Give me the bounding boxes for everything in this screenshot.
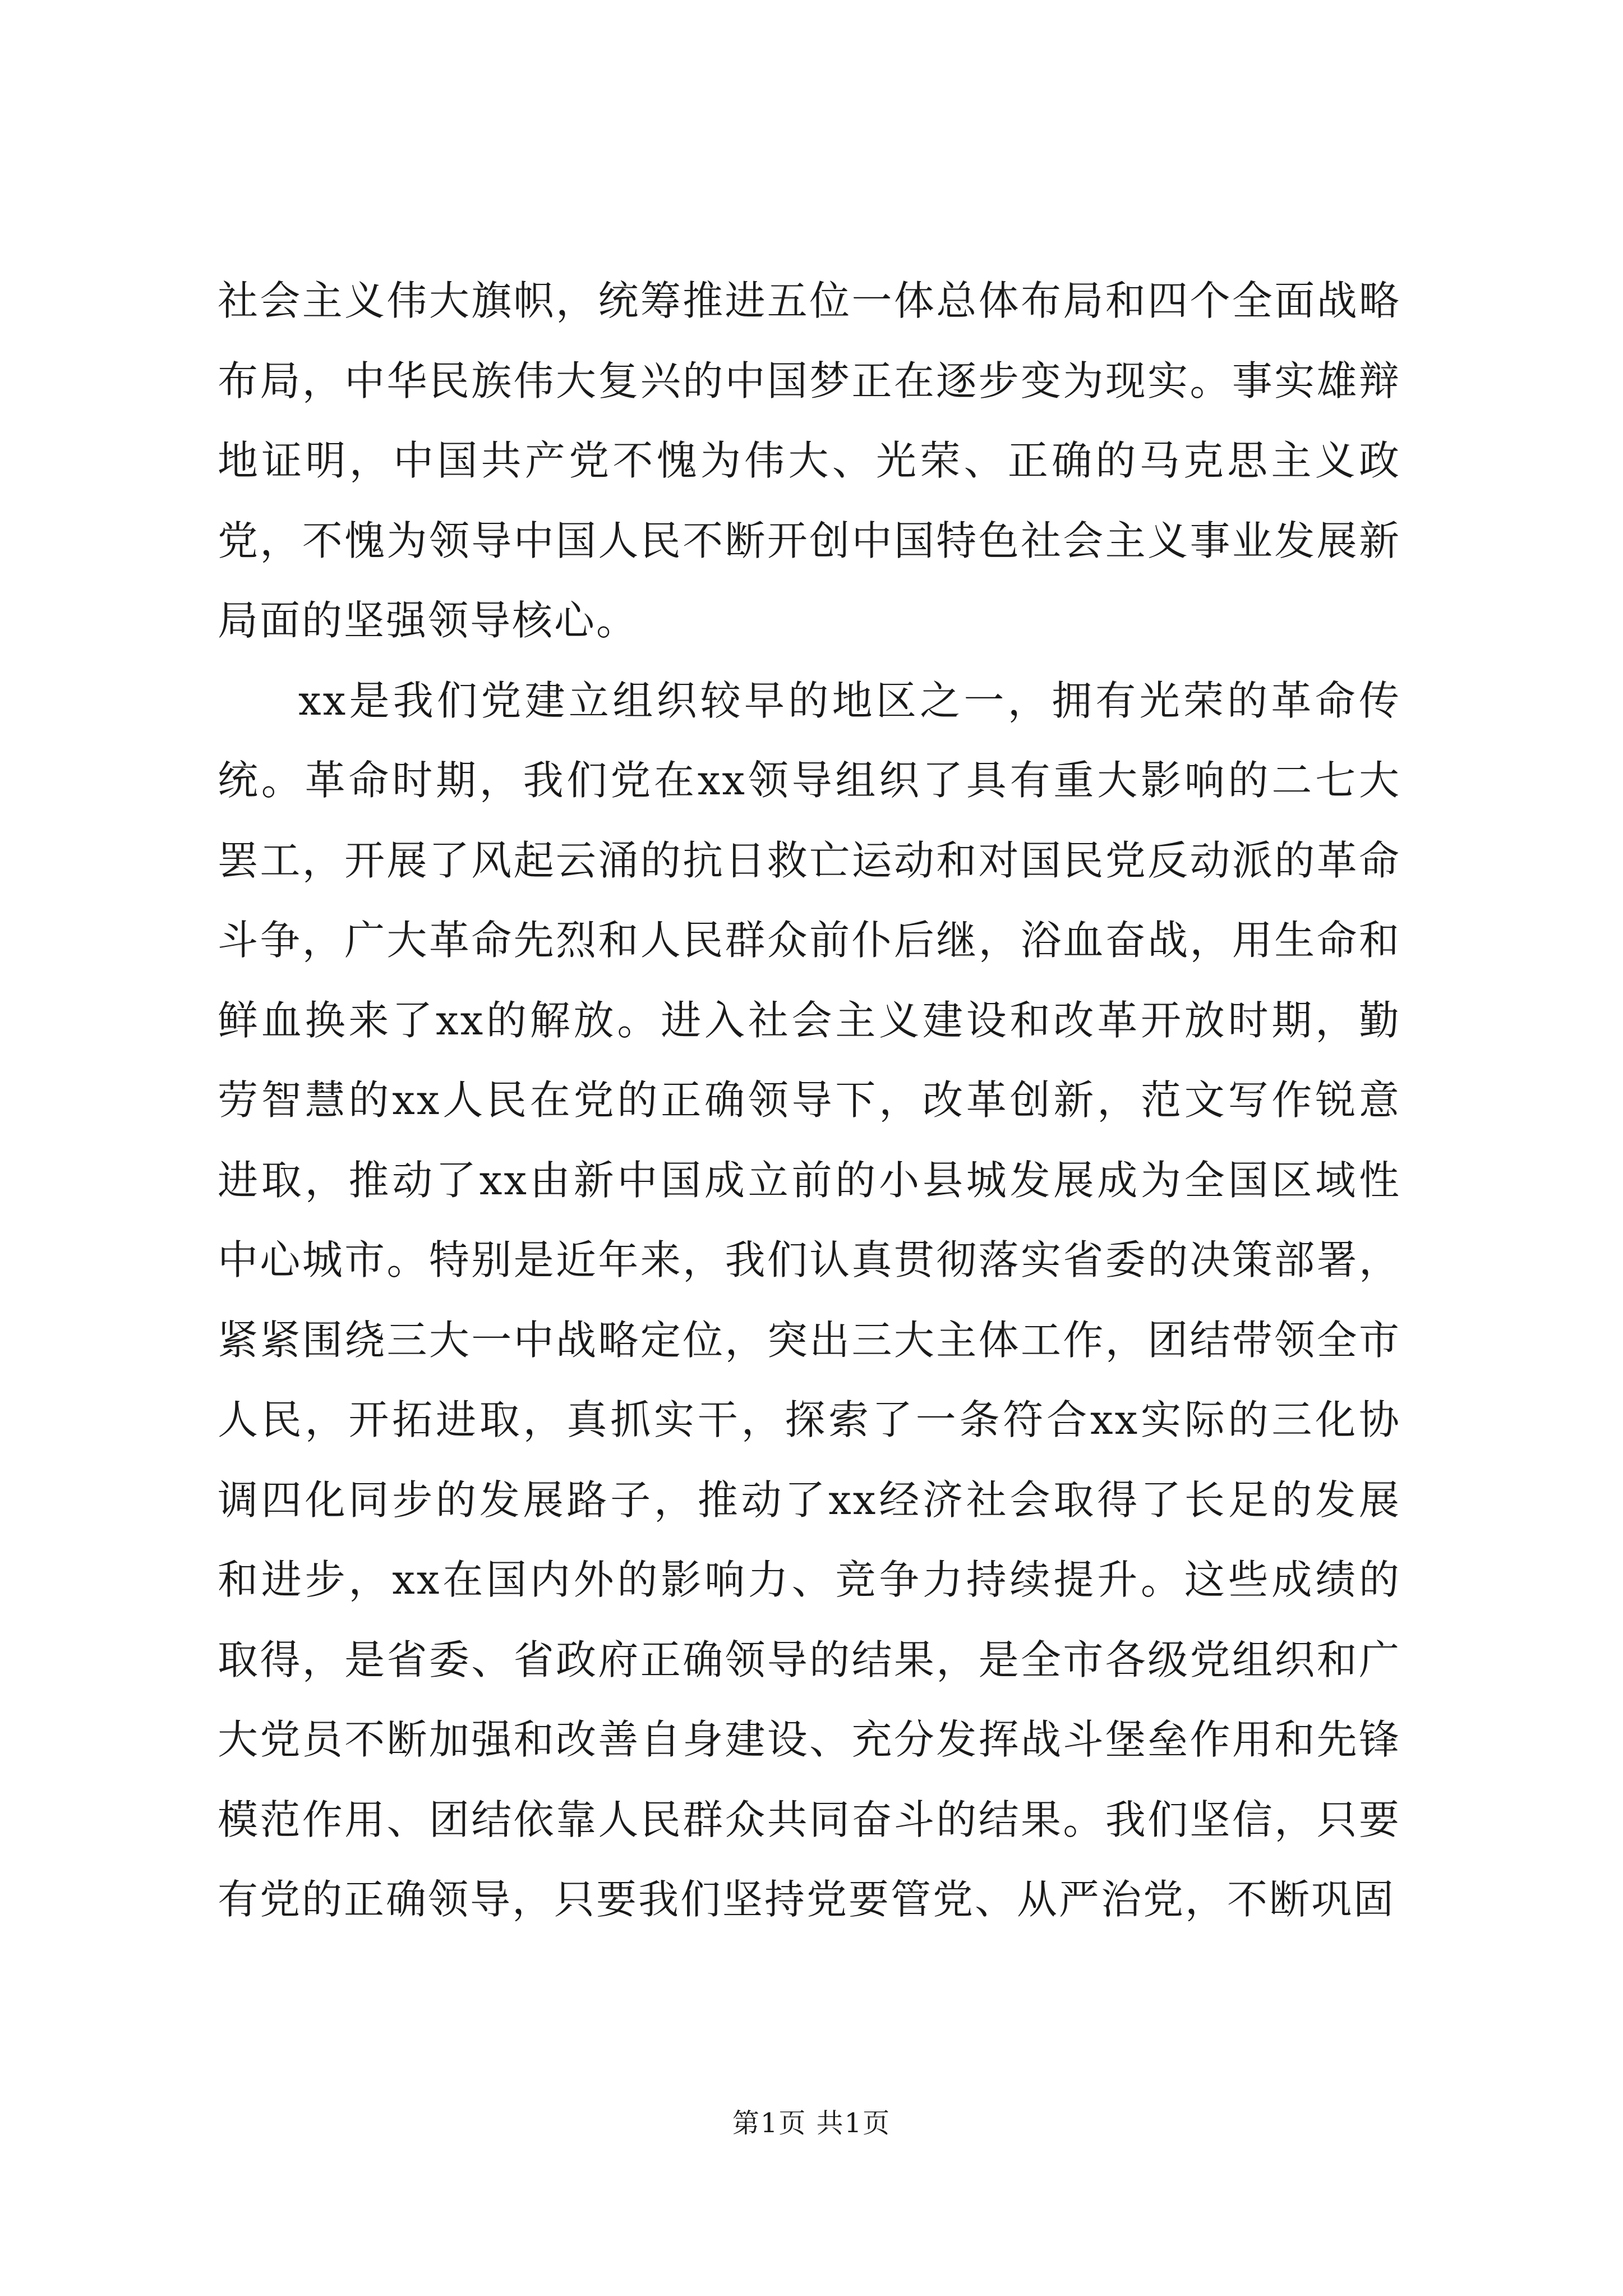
document-body <box>218 261 1401 1940</box>
paragraph-2: xx是我们党建立组织较早的地区之一，拥有光荣的革命传统。革命时期，我们党在xx领导组织了具有重大影响的二七大罢工，开展了风起云涌的抗日救亡运动和对国民党反动派的革命斗争，广大革命先烈和人民群众前仆后继，浴血奋战，用生命和鲜血换来了xx的解放。进入社会主义建设和改革开放时期，勤劳智慧的xx人民在党的正确领导下，改革创新，范文写作锐意进取，推动了xx由新中国成立前的小县城发展成为全国区域性中心城市。特别是近年来，我们认真贯彻落实省委的决策部署，紧紧围绕三大一中战略定位，突出三大主体工作，团结带领全市人民，开拓进取，真抓实干，探索了一条符合xx实际的三化协调四化同步的发展路子，推动了xx经济社会取得了长足的发展和进步，xx在国内外的影响力、竞争力持续提升。这些成绩的取得，是省委、省政府正确领导的结果，是全市各级党组织和广大党员不断加强和改善自身建设、充分发挥战斗堡垒作用和先锋模范作用、团结依靠人民群众共同奋斗的结果。我们坚信，只要有党的正确领导，只要我们坚持党要管党、从严治党，不断巩固 <box>218 677 1401 1923</box>
paragraph-1: 社会主义伟大旗帜，统筹推进五位一体总体布局和四个全面战略布局，中华民族伟大复兴的中国梦正在逐步变为现实。事实雄辩地证明，中国共产党不愧为伟大、光荣、正确的马克思主义政党，不愧为领导中国人民不断开创中国特色社会主义事业发展新局面的坚强领导核心。 <box>218 277 1401 644</box>
page-footer: 第1页 共1页 <box>732 2108 891 2139</box>
